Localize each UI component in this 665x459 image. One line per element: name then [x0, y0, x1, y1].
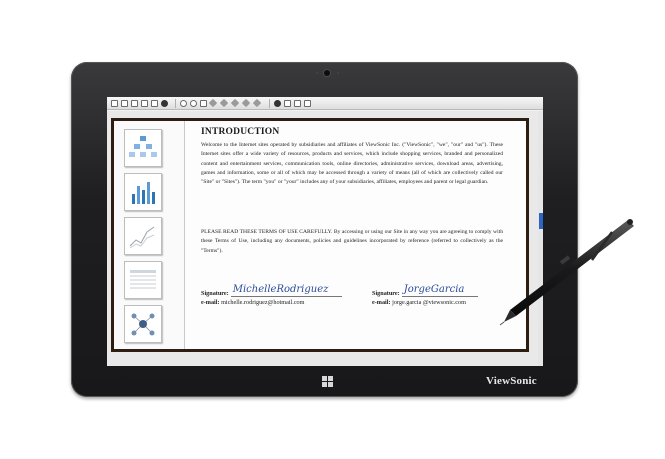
windows-logo-icon[interactable]	[322, 376, 333, 387]
light-sensor	[316, 72, 318, 74]
thumbnail-panel	[114, 121, 185, 349]
print-icon[interactable]	[151, 100, 158, 107]
email-value: jorge.garcia @viewsonic.com	[392, 299, 466, 306]
highlighter-icon[interactable]	[220, 99, 228, 107]
intro-paragraph: Welcome to the Internet sites operated by subsidiaries and affiliates of ViewSonic Inc. ("ViewSonic", "we", "our" and "us"). These Internet sites offer a wide variety of resources, products and services, which include shopping services, branded and personalized content and entertainment services, communication tools, online directories, administrative services, download areas, advertising, games and information, some or all of which may be accessed through a variety of means (all of which are collectively called our "Site" or "Sites"). The term "you" or "your" includes any of your subsidiaries, affiliates, employees and parent or legal guardian.	[201, 142, 503, 186]
document-viewer	[107, 111, 543, 366]
signature-block-left	[201, 281, 342, 306]
info-icon[interactable]	[161, 100, 168, 107]
brush-icon[interactable]	[253, 99, 261, 107]
thumbnail-table[interactable]	[124, 261, 162, 299]
thumbnail-line-chart[interactable]	[124, 217, 162, 255]
light-sensor	[337, 72, 339, 74]
front-camera	[324, 70, 330, 76]
email-value: michelle.rodriguez@hotmail.com	[221, 299, 305, 306]
thumbnail-bar-chart[interactable]	[124, 173, 162, 211]
brand-logo: ViewSonic	[486, 375, 537, 387]
zoom-out-icon[interactable]	[190, 100, 197, 107]
document-inner	[114, 121, 526, 349]
pen-tool-icon[interactable]	[209, 99, 217, 107]
document-frame	[111, 118, 529, 352]
thumbnail-network-diagram[interactable]	[124, 305, 162, 343]
link-icon[interactable]	[304, 100, 311, 107]
terms-paragraph: PLEASE READ THESE TERMS OF USE CAREFULLY. By accessing or using our Site in any way you are agreeing to comply with these Terms of Use, including any documents, policies and guidelines incorporated by reference (referred to collectively as the "Terms").	[201, 229, 503, 254]
save-icon[interactable]	[131, 100, 138, 107]
toolbar-divider	[269, 99, 270, 108]
vertical-scrollbar[interactable]	[538, 111, 543, 366]
text-tool-icon[interactable]	[294, 100, 301, 107]
document-title: INTRODUCTION	[201, 127, 280, 137]
color-picker-icon[interactable]	[274, 100, 281, 107]
signature-field[interactable]: MichelleRodriguez	[231, 284, 343, 297]
toolbar-divider	[175, 99, 176, 108]
scrollbar-thumb[interactable]	[539, 213, 543, 229]
signature-block-right	[372, 281, 478, 306]
document-page	[191, 121, 520, 349]
pencil-icon[interactable]	[242, 99, 250, 107]
open-file-icon[interactable]	[121, 100, 128, 107]
mail-icon[interactable]	[141, 100, 148, 107]
tablet-device	[71, 62, 578, 397]
tablet-screen	[107, 97, 543, 366]
signature-label: Signature:	[372, 290, 400, 297]
thumbnail-org-chart[interactable]	[124, 129, 162, 167]
new-file-icon[interactable]	[111, 100, 118, 107]
signature-label: Signature:	[201, 290, 229, 297]
zoom-in-icon[interactable]	[180, 100, 187, 107]
fit-page-icon[interactable]	[200, 100, 207, 107]
email-label: e-mail:	[201, 299, 220, 306]
signature-field[interactable]: JorgeGarcia	[402, 284, 479, 297]
email-label: e-mail:	[372, 299, 391, 306]
marker-icon[interactable]	[231, 99, 239, 107]
app-toolbar	[107, 97, 543, 110]
eraser-icon[interactable]	[284, 100, 291, 107]
